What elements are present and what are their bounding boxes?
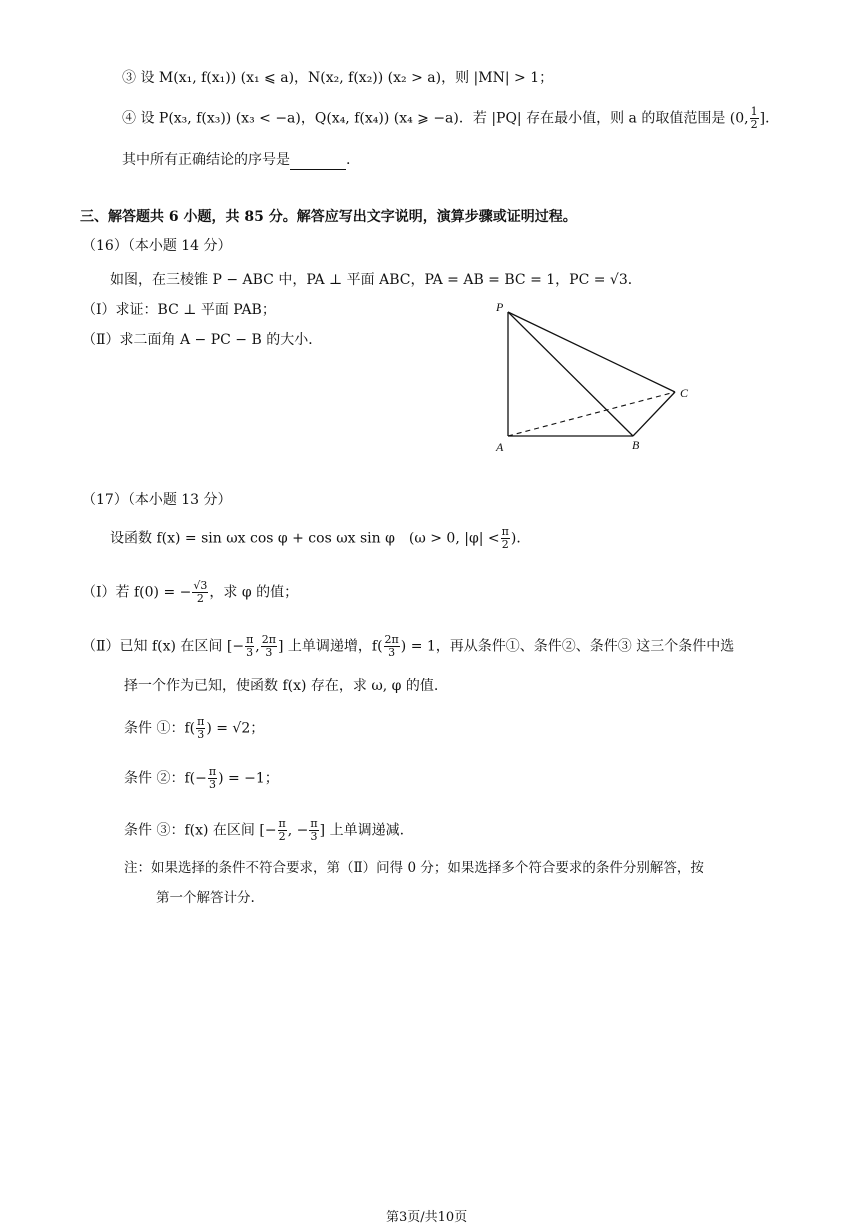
- q17-function: [110, 526, 530, 551]
- condition-3-frac2: [309, 818, 318, 843]
- frac-den: 2: [750, 118, 758, 131]
- q16-stem: 如图，在三棱锥 P − ABC 中，PA ⊥ 平面 ABC，PA = AB = BC = 1，PC = √3．: [110, 272, 642, 288]
- item-4-suffix: ]．: [759, 110, 780, 127]
- frac-num: π: [246, 633, 254, 646]
- condition-1-text: 条件 ①：f(: [124, 720, 196, 737]
- frac-num: π: [208, 765, 217, 778]
- frac-num: 2π: [384, 633, 399, 646]
- q16-label: （16）（本小题 14 分）: [82, 238, 232, 254]
- frac-den: 3: [246, 646, 254, 659]
- label-c: C: [680, 386, 689, 400]
- q16-part2: （Ⅱ）求二面角 A − PC − B 的大小．: [82, 332, 323, 348]
- q17-part2-text-b: ] 上单调递增，f(: [277, 638, 383, 655]
- answer-blank[interactable]: [290, 155, 346, 170]
- frac-num: 2π: [261, 633, 276, 646]
- q17-condition-3: [124, 818, 404, 843]
- condition-1-fraction: [196, 716, 205, 741]
- frac-num: √3: [193, 579, 208, 592]
- label-a: A: [496, 440, 504, 454]
- section-3-heading: 三、解答题共 6 小题，共 85 分。解答应写出文字说明，演算步骤或证明过程。: [80, 209, 577, 225]
- q17-label: （17）（本小题 13 分）: [82, 492, 232, 508]
- frac-den: 3: [208, 778, 216, 791]
- q17-note-line-1: 注：如果选择的条件不符合要求，第（Ⅱ）问得 0 分；如果选择多个符合要求的条件分别解答，按: [124, 860, 704, 876]
- q17-part2-frac2: [261, 634, 277, 659]
- condition-2-fraction: [208, 766, 217, 791]
- label-p: P: [496, 300, 504, 314]
- frac-num: π: [501, 525, 509, 538]
- item-4: [122, 106, 779, 131]
- q17-function-suffix: )．: [510, 530, 531, 547]
- item-4-text: ④ 设 P(x₃, f(x₃)) (x₃ < −a)，Q(x₄, f(x₄)) (x₄ ⩾ −a)．若 |PQ| 存在最小值，则 a 的取值范围是 (0,: [122, 110, 749, 127]
- frac-den: 2: [196, 592, 204, 605]
- frac-num: π: [278, 817, 286, 830]
- edge-pc: [508, 312, 675, 392]
- edge-bc: [633, 392, 675, 436]
- frac-den: 3: [310, 830, 318, 843]
- q17-part2-frac1: [245, 634, 254, 659]
- q17-part2-text-c: ) = 1，再从条件①、条件②、条件③ 这三个条件中选: [400, 638, 735, 655]
- q17-part1: [82, 580, 298, 605]
- condition-3-frac1: [278, 818, 287, 843]
- q17-part2: [82, 634, 734, 659]
- frac-num: 1: [750, 105, 758, 118]
- answer-end: .: [346, 152, 351, 168]
- frac-den: 3: [197, 728, 205, 741]
- label-b: B: [632, 438, 640, 452]
- item-3-text: ③ 设 M(x₁, f(x₁)) (x₁ ⩽ a)，N(x₂, f(x₂)) (x₂ > a)，则 |MN| > 1；: [122, 70, 554, 86]
- q16-part1: （Ⅰ）求证：BC ⊥ 平面 PAB；: [82, 302, 276, 318]
- frac-num: π: [310, 817, 318, 830]
- condition-3-mid: , −: [287, 822, 309, 839]
- answer-prompt: [122, 150, 350, 170]
- answer-prompt-text: 其中所有正确结论的序号是: [122, 152, 290, 168]
- item-4-fraction: [750, 106, 759, 131]
- condition-1-suffix: ) = √2；: [206, 720, 265, 737]
- condition-2-suffix: ) = −1；: [218, 770, 279, 787]
- edge-ac-hidden: [508, 392, 675, 436]
- q17-part2-comma: ,: [255, 638, 260, 655]
- condition-3-suffix: ] 上单调递减.: [319, 822, 405, 839]
- q17-part2-text: （Ⅱ）已知 f(x) 在区间 [−: [82, 638, 245, 655]
- frac-den: 2: [501, 538, 509, 551]
- condition-3-text: 条件 ③：f(x) 在区间 [−: [124, 822, 277, 839]
- frac-den: 2: [278, 830, 286, 843]
- frac-den: 3: [265, 646, 273, 659]
- frac-den: 3: [388, 646, 396, 659]
- frac-num: π: [197, 715, 205, 728]
- edge-pb: [508, 312, 633, 436]
- q17-condition-1: [124, 716, 264, 741]
- q17-function-fraction: [501, 526, 510, 551]
- q17-part2-line2: 择一个作为已知，使函数 f(x) 存在，求 ω, φ 的值.: [124, 678, 439, 694]
- condition-2-text: 条件 ②：f(−: [124, 770, 207, 787]
- q17-function-text: 设函数 f(x) = sin ωx cos φ + cos ωx sin φ (ω > 0, |φ| <: [110, 530, 500, 547]
- item-3: [122, 68, 553, 88]
- q17-part1-text: （Ⅰ）若 f(0) = −: [82, 584, 192, 601]
- q17-condition-2: [124, 766, 279, 791]
- q16-pyramid-figure: [490, 295, 700, 460]
- q17-part1-fraction: [192, 580, 208, 605]
- q17-note-line-2: 第一个解答计分.: [156, 890, 255, 906]
- page-footer: 第3页/共10页: [386, 1210, 468, 1225]
- q17-part1-suffix: ，求 φ 的值；: [209, 584, 299, 601]
- q17-part2-frac3: [384, 634, 400, 659]
